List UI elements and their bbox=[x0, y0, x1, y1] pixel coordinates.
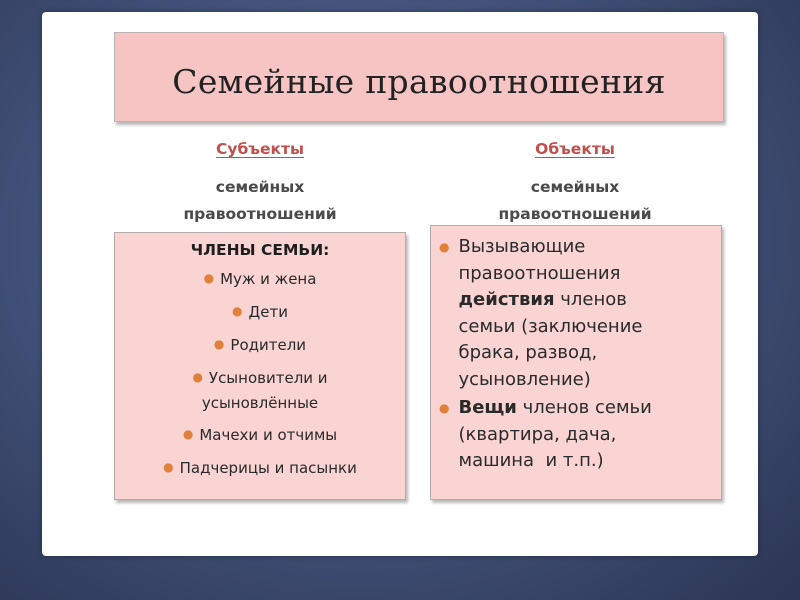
bullet-icon: ● bbox=[163, 460, 174, 474]
bullet-icon: ● bbox=[213, 337, 225, 351]
objects-subheading-line1: семейных bbox=[530, 177, 620, 196]
bullet-icon: ● bbox=[439, 240, 450, 254]
objects-list bbox=[439, 234, 715, 475]
objects-subheading-line2: правоотношений bbox=[498, 204, 652, 223]
list-item-label: Усыновители и bbox=[208, 369, 328, 387]
subjects-subheading-line2: правоотношений bbox=[183, 204, 337, 223]
bullet-icon: ● bbox=[182, 427, 194, 441]
list-item-label: Дети bbox=[248, 303, 288, 321]
family-members-list bbox=[115, 267, 405, 481]
actions-line2: правоотношения bbox=[458, 262, 621, 284]
bullet-icon: ● bbox=[203, 271, 215, 285]
things-line3: машина и т.п.) bbox=[458, 450, 604, 471]
list-item-label: Падчерицы и пасынки bbox=[179, 459, 357, 477]
subjects-heading bbox=[150, 140, 370, 228]
actions-line5: брака, развод, bbox=[458, 342, 598, 363]
objects-heading bbox=[465, 140, 685, 228]
list-item bbox=[115, 366, 405, 415]
things-keyword: Вещи bbox=[458, 397, 517, 418]
list-item-label: Мачехи и отчимы bbox=[199, 426, 338, 444]
family-members-title: ЧЛЕНЫ СЕМЬИ: bbox=[190, 241, 330, 259]
list-item bbox=[115, 333, 405, 358]
list-item bbox=[439, 234, 715, 393]
actions-keyword: действия bbox=[458, 289, 555, 310]
things-line1: членов семьи bbox=[516, 397, 652, 418]
list-item bbox=[115, 267, 405, 292]
list-item bbox=[439, 395, 715, 475]
subjects-heading-label: Субъекты bbox=[216, 140, 304, 158]
things-line2: (квартира, дача, bbox=[458, 423, 617, 445]
list-item-label: Родители bbox=[230, 336, 307, 354]
list-item-label-continued: усыновлённые bbox=[201, 394, 319, 412]
subjects-subheading-line1: семейных bbox=[215, 177, 305, 196]
objects-box bbox=[430, 225, 722, 500]
bullet-icon: ● bbox=[192, 370, 203, 384]
list-item-text bbox=[458, 234, 642, 393]
bullet-icon: ● bbox=[439, 401, 450, 415]
objects-heading-label: Объекты bbox=[535, 140, 615, 158]
title-box bbox=[114, 32, 724, 122]
actions-line3: членов bbox=[554, 289, 627, 310]
list-item bbox=[115, 300, 405, 325]
subjects-box bbox=[114, 232, 406, 500]
list-item-text bbox=[458, 395, 651, 475]
page-title: Семейные правоотношения bbox=[172, 61, 666, 101]
actions-line6: усыновление) bbox=[458, 368, 591, 390]
actions-line4: семьи (заключение bbox=[458, 315, 643, 337]
list-item bbox=[115, 423, 405, 448]
actions-line1: Вызывающие bbox=[458, 236, 586, 257]
list-item bbox=[115, 456, 405, 481]
bullet-icon: ● bbox=[232, 304, 243, 318]
list-item-label: Муж и жена bbox=[220, 270, 317, 288]
